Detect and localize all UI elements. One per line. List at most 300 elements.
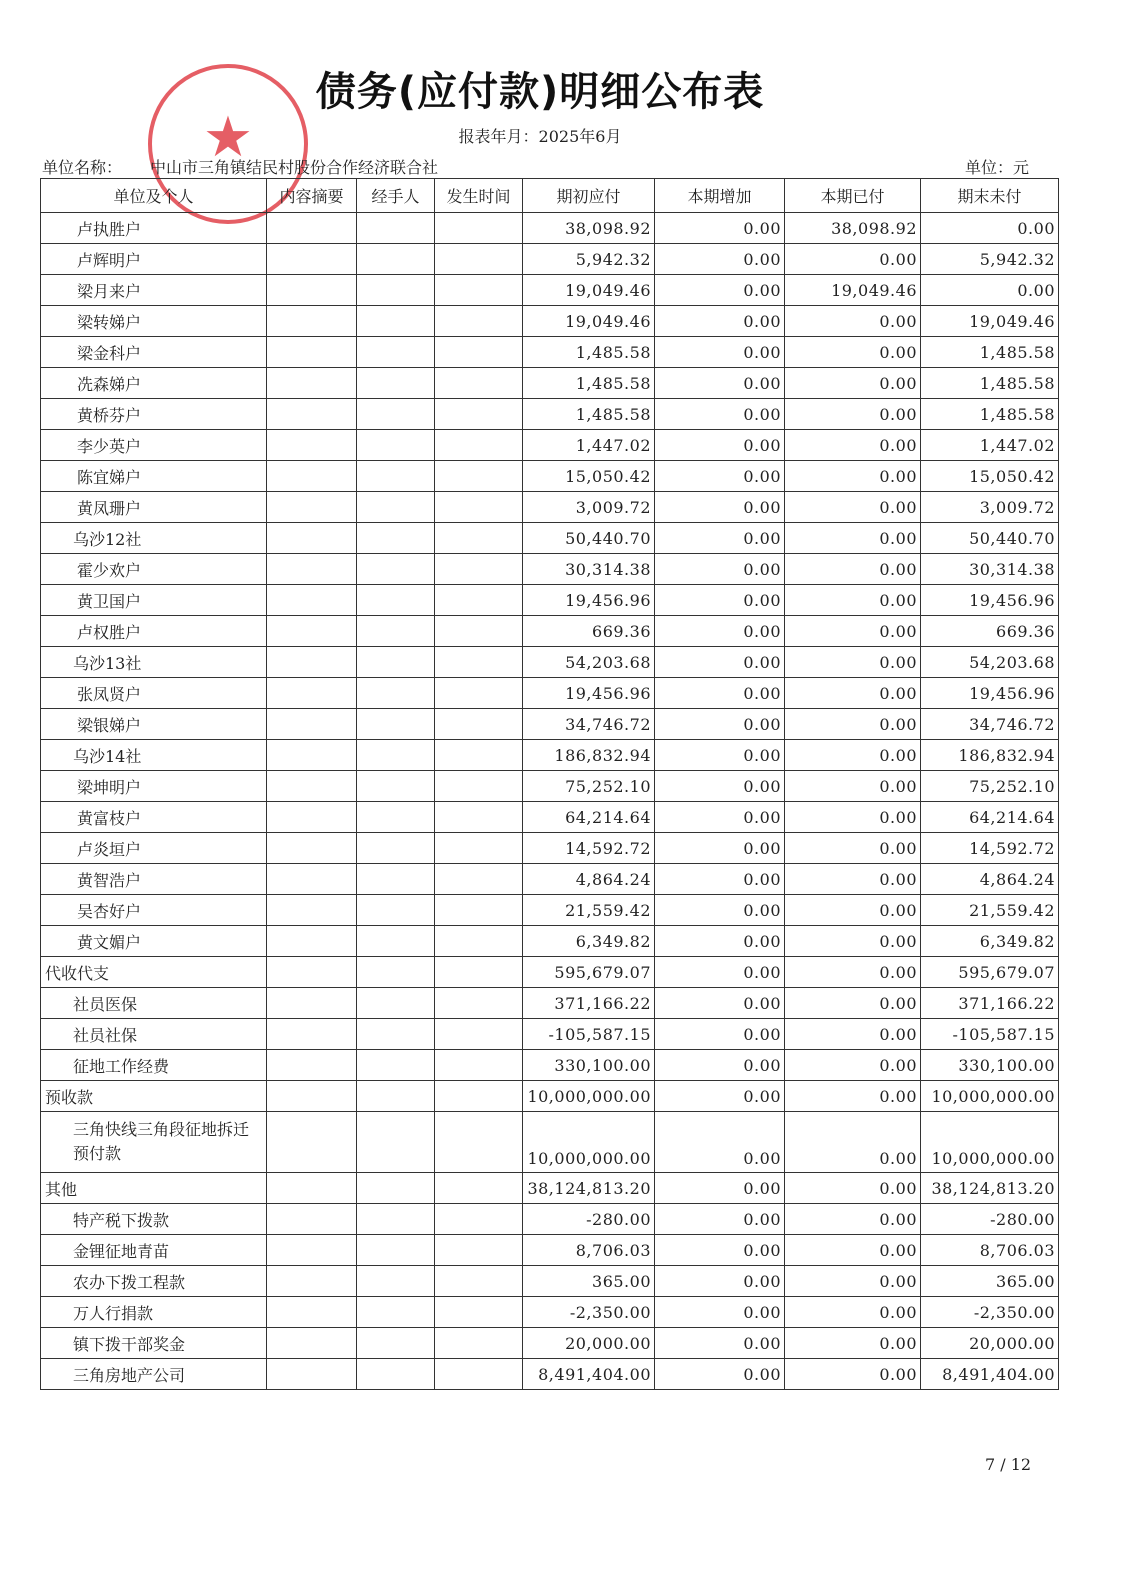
summary-cell bbox=[267, 864, 357, 895]
summary-cell bbox=[267, 1266, 357, 1297]
table-row bbox=[41, 461, 1059, 492]
period-increase-cell: 0.00 bbox=[655, 275, 785, 306]
summary-cell bbox=[267, 244, 357, 275]
period-increase-cell: 0.00 bbox=[655, 554, 785, 585]
period-paid-cell: 0.00 bbox=[785, 492, 921, 523]
period-paid-cell: 0.00 bbox=[785, 1173, 921, 1204]
period-increase-cell: 0.00 bbox=[655, 616, 785, 647]
party-name-cell: 乌沙12社 bbox=[41, 523, 267, 554]
party-name-cell: 乌沙13社 bbox=[41, 647, 267, 678]
party-name-cell: 霍少欢户 bbox=[41, 554, 267, 585]
opening-payable-cell: 30,314.38 bbox=[523, 554, 655, 585]
summary-cell bbox=[267, 740, 357, 771]
opening-payable-cell: 4,864.24 bbox=[523, 864, 655, 895]
period-increase-cell: 0.00 bbox=[655, 306, 785, 337]
closing-unpaid-cell: 0.00 bbox=[921, 275, 1059, 306]
table-row bbox=[41, 709, 1059, 740]
opening-payable-cell: 5,942.32 bbox=[523, 244, 655, 275]
unit-name-label: 单位名称： bbox=[42, 158, 123, 177]
party-name-cell: 社员医保 bbox=[41, 988, 267, 1019]
col-header-date: 发生时间 bbox=[435, 179, 523, 213]
date-cell bbox=[435, 430, 523, 461]
period-paid-cell: 0.00 bbox=[785, 771, 921, 802]
table-row bbox=[41, 1328, 1059, 1359]
opening-payable-cell: 6,349.82 bbox=[523, 926, 655, 957]
summary-cell bbox=[267, 833, 357, 864]
party-name-cell: 黄凤珊户 bbox=[41, 492, 267, 523]
summary-cell bbox=[267, 616, 357, 647]
date-cell bbox=[435, 926, 523, 957]
party-name-cell: 卢辉明户 bbox=[41, 244, 267, 275]
date-cell bbox=[435, 988, 523, 1019]
date-cell bbox=[435, 1173, 523, 1204]
table-row bbox=[41, 926, 1059, 957]
col-header-paid: 本期已付 bbox=[785, 179, 921, 213]
party-name-cell: 社员社保 bbox=[41, 1019, 267, 1050]
period-increase-cell: 0.00 bbox=[655, 740, 785, 771]
date-cell bbox=[435, 1235, 523, 1266]
summary-cell bbox=[267, 771, 357, 802]
period-paid-cell: 0.00 bbox=[785, 1019, 921, 1050]
party-name-cell: 代收代支 bbox=[41, 957, 267, 988]
party-name-cell: 特产税下拨款 bbox=[41, 1204, 267, 1235]
period-paid-cell: 0.00 bbox=[785, 802, 921, 833]
closing-unpaid-cell: 371,166.22 bbox=[921, 988, 1059, 1019]
date-cell bbox=[435, 461, 523, 492]
period-paid-cell: 0.00 bbox=[785, 616, 921, 647]
closing-unpaid-cell: 30,314.38 bbox=[921, 554, 1059, 585]
table-row bbox=[41, 678, 1059, 709]
table-row bbox=[41, 771, 1059, 802]
party-name-cell: 张凤贤户 bbox=[41, 678, 267, 709]
opening-payable-cell: 21,559.42 bbox=[523, 895, 655, 926]
party-name-cell: 预收款 bbox=[41, 1081, 267, 1112]
closing-unpaid-cell: 1,447.02 bbox=[921, 430, 1059, 461]
table-row bbox=[41, 337, 1059, 368]
handler-cell bbox=[357, 430, 435, 461]
period-increase-cell: 0.00 bbox=[655, 1359, 785, 1390]
period-paid-cell: 0.00 bbox=[785, 1266, 921, 1297]
period-paid-cell: 0.00 bbox=[785, 740, 921, 771]
date-cell bbox=[435, 833, 523, 864]
party-name-cell: 乌沙14社 bbox=[41, 740, 267, 771]
handler-cell bbox=[357, 306, 435, 337]
period-paid-cell: 0.00 bbox=[785, 1328, 921, 1359]
period-paid-cell: 0.00 bbox=[785, 1297, 921, 1328]
summary-cell bbox=[267, 1359, 357, 1390]
closing-unpaid-cell: 19,049.46 bbox=[921, 306, 1059, 337]
closing-unpaid-cell: 10,000,000.00 bbox=[921, 1112, 1059, 1173]
date-cell bbox=[435, 957, 523, 988]
period-paid-cell: 0.00 bbox=[785, 833, 921, 864]
date-cell bbox=[435, 1112, 523, 1173]
period-increase-cell: 0.00 bbox=[655, 1050, 785, 1081]
opening-payable-cell: 20,000.00 bbox=[523, 1328, 655, 1359]
closing-unpaid-cell: 14,592.72 bbox=[921, 833, 1059, 864]
closing-unpaid-cell: 4,864.24 bbox=[921, 864, 1059, 895]
table-row bbox=[41, 1235, 1059, 1266]
seal-star-icon: ★ bbox=[202, 105, 254, 170]
handler-cell bbox=[357, 585, 435, 616]
date-cell bbox=[435, 306, 523, 337]
closing-unpaid-cell: 64,214.64 bbox=[921, 802, 1059, 833]
summary-cell bbox=[267, 957, 357, 988]
party-name-cell: 黄智浩户 bbox=[41, 864, 267, 895]
period-increase-cell: 0.00 bbox=[655, 1328, 785, 1359]
date-cell bbox=[435, 1328, 523, 1359]
period-increase-cell: 0.00 bbox=[655, 368, 785, 399]
party-name-cell: 三角房地产公司 bbox=[41, 1359, 267, 1390]
handler-cell bbox=[357, 1081, 435, 1112]
summary-cell bbox=[267, 1235, 357, 1266]
closing-unpaid-cell: -105,587.15 bbox=[921, 1019, 1059, 1050]
date-cell bbox=[435, 244, 523, 275]
opening-payable-cell: 38,124,813.20 bbox=[523, 1173, 655, 1204]
opening-payable-cell: -105,587.15 bbox=[523, 1019, 655, 1050]
handler-cell bbox=[357, 275, 435, 306]
handler-cell bbox=[357, 368, 435, 399]
date-cell bbox=[435, 585, 523, 616]
table-row bbox=[41, 585, 1059, 616]
handler-cell bbox=[357, 1235, 435, 1266]
period-paid-cell: 0.00 bbox=[785, 306, 921, 337]
summary-cell bbox=[267, 678, 357, 709]
period-paid-cell: 0.00 bbox=[785, 461, 921, 492]
period-paid-cell: 0.00 bbox=[785, 430, 921, 461]
period-increase-cell: 0.00 bbox=[655, 957, 785, 988]
opening-payable-cell: 669.36 bbox=[523, 616, 655, 647]
period-paid-cell: 0.00 bbox=[785, 1050, 921, 1081]
period-increase-cell: 0.00 bbox=[655, 1266, 785, 1297]
date-cell bbox=[435, 492, 523, 523]
handler-cell bbox=[357, 554, 435, 585]
date-cell bbox=[435, 1204, 523, 1235]
table-row bbox=[41, 213, 1059, 244]
period-paid-cell: 0.00 bbox=[785, 709, 921, 740]
period-increase-cell: 0.00 bbox=[655, 337, 785, 368]
currency-unit: 单位：元 bbox=[965, 158, 1030, 177]
party-name-cell: 梁银娣户 bbox=[41, 709, 267, 740]
summary-cell bbox=[267, 1328, 357, 1359]
period-paid-cell: 0.00 bbox=[785, 678, 921, 709]
period-increase-cell: 0.00 bbox=[655, 1173, 785, 1204]
period-paid-cell: 0.00 bbox=[785, 926, 921, 957]
period-increase-cell: 0.00 bbox=[655, 1297, 785, 1328]
period-increase-cell: 0.00 bbox=[655, 523, 785, 554]
handler-cell bbox=[357, 802, 435, 833]
summary-cell bbox=[267, 306, 357, 337]
table-row bbox=[41, 895, 1059, 926]
handler-cell bbox=[357, 864, 435, 895]
table-row bbox=[41, 833, 1059, 864]
report-period: 报表年月：2025年6月 bbox=[458, 127, 622, 146]
opening-payable-cell: 1,485.58 bbox=[523, 368, 655, 399]
handler-cell bbox=[357, 1173, 435, 1204]
opening-payable-cell: 14,592.72 bbox=[523, 833, 655, 864]
table-row bbox=[41, 399, 1059, 430]
date-cell bbox=[435, 616, 523, 647]
handler-cell bbox=[357, 957, 435, 988]
summary-cell bbox=[267, 275, 357, 306]
col-header-party: 单位及个人 bbox=[41, 179, 267, 213]
handler-cell bbox=[357, 988, 435, 1019]
period-paid-cell: 0.00 bbox=[785, 1081, 921, 1112]
date-cell bbox=[435, 554, 523, 585]
opening-payable-cell: 19,049.46 bbox=[523, 275, 655, 306]
summary-cell bbox=[267, 213, 357, 244]
table-row bbox=[41, 616, 1059, 647]
period-increase-cell: 0.00 bbox=[655, 1081, 785, 1112]
date-cell bbox=[435, 213, 523, 244]
party-name-cell: 梁坤明户 bbox=[41, 771, 267, 802]
date-cell bbox=[435, 1266, 523, 1297]
period-increase-cell: 0.00 bbox=[655, 1235, 785, 1266]
period-increase-cell: 0.00 bbox=[655, 492, 785, 523]
period-paid-cell: 0.00 bbox=[785, 554, 921, 585]
summary-cell bbox=[267, 1081, 357, 1112]
closing-unpaid-cell: 8,491,404.00 bbox=[921, 1359, 1059, 1390]
party-name-cell: 镇下拨干部奖金 bbox=[41, 1328, 267, 1359]
opening-payable-cell: 38,098.92 bbox=[523, 213, 655, 244]
summary-cell bbox=[267, 523, 357, 554]
table-header-row bbox=[41, 179, 1059, 213]
summary-cell bbox=[267, 1050, 357, 1081]
handler-cell bbox=[357, 926, 435, 957]
table-row bbox=[41, 1204, 1059, 1235]
date-cell bbox=[435, 709, 523, 740]
handler-cell bbox=[357, 709, 435, 740]
table-row bbox=[41, 306, 1059, 337]
period-paid-cell: 0.00 bbox=[785, 368, 921, 399]
period-paid-cell: 0.00 bbox=[785, 957, 921, 988]
table-row bbox=[41, 275, 1059, 306]
table-row bbox=[41, 523, 1059, 554]
period-increase-cell: 0.00 bbox=[655, 802, 785, 833]
summary-cell bbox=[267, 492, 357, 523]
opening-payable-cell: -280.00 bbox=[523, 1204, 655, 1235]
closing-unpaid-cell: 75,252.10 bbox=[921, 771, 1059, 802]
period-increase-cell: 0.00 bbox=[655, 678, 785, 709]
handler-cell bbox=[357, 244, 435, 275]
period-increase-cell: 0.00 bbox=[655, 213, 785, 244]
liabilities-table bbox=[40, 178, 1059, 1390]
table-row bbox=[41, 1297, 1059, 1328]
date-cell bbox=[435, 771, 523, 802]
period-paid-cell: 0.00 bbox=[785, 1235, 921, 1266]
summary-cell bbox=[267, 1173, 357, 1204]
table-row bbox=[41, 1173, 1059, 1204]
date-cell bbox=[435, 1081, 523, 1112]
party-name-cell: 万人行捐款 bbox=[41, 1297, 267, 1328]
opening-payable-cell: 15,050.42 bbox=[523, 461, 655, 492]
period-increase-cell: 0.00 bbox=[655, 461, 785, 492]
handler-cell bbox=[357, 213, 435, 244]
closing-unpaid-cell: 6,349.82 bbox=[921, 926, 1059, 957]
date-cell bbox=[435, 1050, 523, 1081]
handler-cell bbox=[357, 1019, 435, 1050]
table-row bbox=[41, 554, 1059, 585]
handler-cell bbox=[357, 337, 435, 368]
date-cell bbox=[435, 1359, 523, 1390]
party-name-cell: 陈宜娣户 bbox=[41, 461, 267, 492]
handler-cell bbox=[357, 461, 435, 492]
opening-payable-cell: 1,485.58 bbox=[523, 399, 655, 430]
page-title: 债务(应付款)明细公布表 bbox=[315, 69, 765, 115]
table-row bbox=[41, 802, 1059, 833]
party-name-cell: 征地工作经费 bbox=[41, 1050, 267, 1081]
table-row bbox=[41, 492, 1059, 523]
table-row bbox=[41, 1112, 1059, 1173]
date-cell bbox=[435, 895, 523, 926]
closing-unpaid-cell: 20,000.00 bbox=[921, 1328, 1059, 1359]
handler-cell bbox=[357, 771, 435, 802]
period-increase-cell: 0.00 bbox=[655, 771, 785, 802]
period-increase-cell: 0.00 bbox=[655, 244, 785, 275]
summary-cell bbox=[267, 399, 357, 430]
period-paid-cell: 0.00 bbox=[785, 988, 921, 1019]
table-row bbox=[41, 368, 1059, 399]
closing-unpaid-cell: 38,124,813.20 bbox=[921, 1173, 1059, 1204]
page-number: 7 / 12 bbox=[985, 1455, 1032, 1474]
date-cell bbox=[435, 802, 523, 833]
period-increase-cell: 0.00 bbox=[655, 895, 785, 926]
date-cell bbox=[435, 647, 523, 678]
date-cell bbox=[435, 678, 523, 709]
handler-cell bbox=[357, 399, 435, 430]
period-increase-cell: 0.00 bbox=[655, 585, 785, 616]
closing-unpaid-cell: -2,350.00 bbox=[921, 1297, 1059, 1328]
party-name-cell: 卢执胜户 bbox=[41, 213, 267, 244]
handler-cell bbox=[357, 740, 435, 771]
party-name-cell: 梁金科户 bbox=[41, 337, 267, 368]
col-header-closing: 期末未付 bbox=[921, 179, 1059, 213]
closing-unpaid-cell: 1,485.58 bbox=[921, 399, 1059, 430]
period-paid-cell: 0.00 bbox=[785, 337, 921, 368]
opening-payable-cell: 1,447.02 bbox=[523, 430, 655, 461]
closing-unpaid-cell: 19,456.96 bbox=[921, 678, 1059, 709]
period-increase-cell: 0.00 bbox=[655, 1112, 785, 1173]
period-paid-cell: 0.00 bbox=[785, 1204, 921, 1235]
summary-cell bbox=[267, 430, 357, 461]
summary-cell bbox=[267, 1112, 357, 1173]
closing-unpaid-cell: 8,706.03 bbox=[921, 1235, 1059, 1266]
summary-cell bbox=[267, 1019, 357, 1050]
summary-cell bbox=[267, 988, 357, 1019]
party-name-cell: 梁月来户 bbox=[41, 275, 267, 306]
period-paid-cell: 0.00 bbox=[785, 523, 921, 554]
opening-payable-cell: 365.00 bbox=[523, 1266, 655, 1297]
party-name-cell: 金锂征地青苗 bbox=[41, 1235, 267, 1266]
table-row bbox=[41, 740, 1059, 771]
date-cell bbox=[435, 864, 523, 895]
date-cell bbox=[435, 399, 523, 430]
summary-cell bbox=[267, 1297, 357, 1328]
handler-cell bbox=[357, 1266, 435, 1297]
period-paid-cell: 0.00 bbox=[785, 585, 921, 616]
period-paid-cell: 0.00 bbox=[785, 895, 921, 926]
party-name-cell: 梁转娣户 bbox=[41, 306, 267, 337]
period-paid-cell: 19,049.46 bbox=[785, 275, 921, 306]
closing-unpaid-cell: 669.36 bbox=[921, 616, 1059, 647]
col-header-increase: 本期增加 bbox=[655, 179, 785, 213]
table-row bbox=[41, 244, 1059, 275]
handler-cell bbox=[357, 523, 435, 554]
handler-cell bbox=[357, 678, 435, 709]
summary-cell bbox=[267, 368, 357, 399]
summary-cell bbox=[267, 926, 357, 957]
opening-payable-cell: 50,440.70 bbox=[523, 523, 655, 554]
party-name-cell: 黄文媚户 bbox=[41, 926, 267, 957]
period-increase-cell: 0.00 bbox=[655, 864, 785, 895]
handler-cell bbox=[357, 647, 435, 678]
opening-payable-cell: 3,009.72 bbox=[523, 492, 655, 523]
period-paid-cell: 0.00 bbox=[785, 1112, 921, 1173]
handler-cell bbox=[357, 1050, 435, 1081]
handler-cell bbox=[357, 1297, 435, 1328]
opening-payable-cell: 10,000,000.00 bbox=[523, 1081, 655, 1112]
closing-unpaid-cell: 10,000,000.00 bbox=[921, 1081, 1059, 1112]
unit-name: 中山市三角镇结民村股份合作经济联合社 bbox=[150, 158, 439, 177]
period-paid-cell: 0.00 bbox=[785, 399, 921, 430]
handler-cell bbox=[357, 616, 435, 647]
date-cell bbox=[435, 275, 523, 306]
period-paid-cell: 0.00 bbox=[785, 647, 921, 678]
closing-unpaid-cell: 595,679.07 bbox=[921, 957, 1059, 988]
table-row bbox=[41, 1019, 1059, 1050]
closing-unpaid-cell: 50,440.70 bbox=[921, 523, 1059, 554]
handler-cell bbox=[357, 492, 435, 523]
date-cell bbox=[435, 1297, 523, 1328]
party-name-cell: 其他 bbox=[41, 1173, 267, 1204]
closing-unpaid-cell: 15,050.42 bbox=[921, 461, 1059, 492]
party-name-cell: 冼森娣户 bbox=[41, 368, 267, 399]
handler-cell bbox=[357, 895, 435, 926]
closing-unpaid-cell: 330,100.00 bbox=[921, 1050, 1059, 1081]
party-name-cell: 李少英户 bbox=[41, 430, 267, 461]
opening-payable-cell: 64,214.64 bbox=[523, 802, 655, 833]
opening-payable-cell: 8,491,404.00 bbox=[523, 1359, 655, 1390]
period-paid-cell: 38,098.92 bbox=[785, 213, 921, 244]
summary-cell bbox=[267, 802, 357, 833]
closing-unpaid-cell: 1,485.58 bbox=[921, 337, 1059, 368]
summary-cell bbox=[267, 461, 357, 492]
opening-payable-cell: 371,166.22 bbox=[523, 988, 655, 1019]
closing-unpaid-cell: 186,832.94 bbox=[921, 740, 1059, 771]
period-paid-cell: 0.00 bbox=[785, 864, 921, 895]
date-cell bbox=[435, 368, 523, 399]
table-row bbox=[41, 1050, 1059, 1081]
period-increase-cell: 0.00 bbox=[655, 709, 785, 740]
period-increase-cell: 0.00 bbox=[655, 1204, 785, 1235]
opening-payable-cell: 186,832.94 bbox=[523, 740, 655, 771]
closing-unpaid-cell: 34,746.72 bbox=[921, 709, 1059, 740]
table-row bbox=[41, 957, 1059, 988]
date-cell bbox=[435, 523, 523, 554]
closing-unpaid-cell: -280.00 bbox=[921, 1204, 1059, 1235]
table-row bbox=[41, 430, 1059, 461]
col-header-handler: 经手人 bbox=[357, 179, 435, 213]
period-increase-cell: 0.00 bbox=[655, 988, 785, 1019]
period-paid-cell: 0.00 bbox=[785, 244, 921, 275]
party-name-cell: 卢权胜户 bbox=[41, 616, 267, 647]
period-increase-cell: 0.00 bbox=[655, 926, 785, 957]
closing-unpaid-cell: 365.00 bbox=[921, 1266, 1059, 1297]
opening-payable-cell: 54,203.68 bbox=[523, 647, 655, 678]
handler-cell bbox=[357, 1359, 435, 1390]
opening-payable-cell: 75,252.10 bbox=[523, 771, 655, 802]
col-header-summary: 内容摘要 bbox=[267, 179, 357, 213]
closing-unpaid-cell: 0.00 bbox=[921, 213, 1059, 244]
